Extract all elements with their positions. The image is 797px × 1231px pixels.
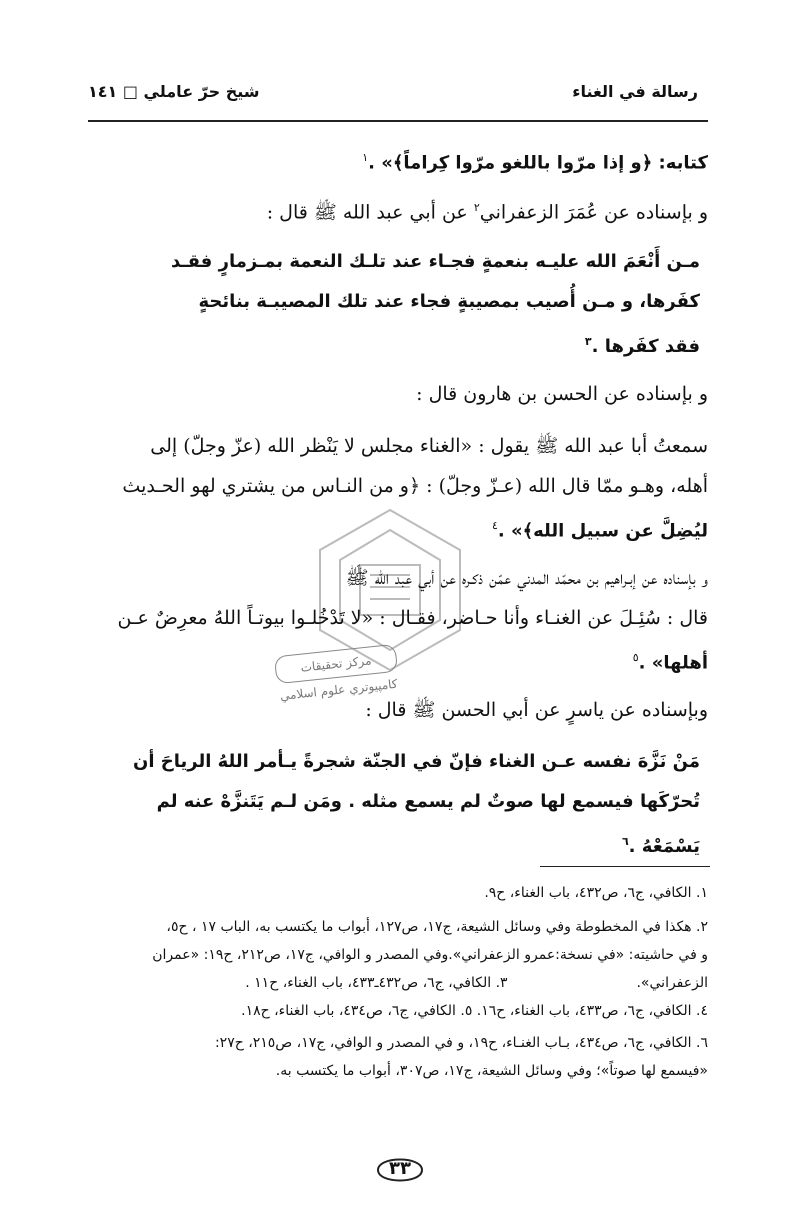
text-line: ليُضِلَّ عن سبيل الله﴾» .$^٤$ [491, 519, 708, 542]
watermark-band: مركز تحقيقات كامپيوتري علوم اسلامي [274, 644, 398, 685]
footnote: و في حاشيته: «في نسخة:عمرو الزعفراني».وفي المصدر و الوافي، ج١٧، ص٢١٢، ح١٩: «عمران [152, 947, 708, 963]
text-line: قال : سُئِـلَ عن الغنـاء وأنا حـاضر، فقـال : «لا تَدْخُلـوا بيوتـاً اللهُ معرِضٌ عـن [117, 607, 708, 629]
running-header [88, 82, 698, 106]
text-line: و بإسناده عن الحسن بن هارون قال : [416, 383, 708, 405]
footnote: ٢. هكذا في المخطوطة وفي وسائل الشيعة، ج١٧، ص١٢٧، أبواب ما يكتسب به، الباب ١٧ ، ح٥، [166, 919, 708, 935]
text-line: سمعتُ أبا عبد الله ﷺ يقول : «الغناء مجلس لا يَنْظر الله (عزّ وجلّ) إلى [150, 435, 708, 457]
footnote-marker: ٦ [621, 835, 629, 848]
quote-line: تُحرّكَها فيسمع لها صوتٌ لم يسمع مثله . ومَن لـم يَتَنزَّهْ عنه لم [156, 791, 700, 812]
page-number: ٣٣ [389, 1158, 411, 1179]
text-line: أهله، وهـو ممّا قال الله (عـزّ وجلّ) : ﴿و من النـاس من يشتري لهو الحـديث [122, 475, 708, 497]
footnote-marker: ٢ [473, 201, 480, 214]
footnote: الزعفراني». ٣. الكافي، ج٦، ص٤٣٢ـ٤٣٣، باب الغناء، ح١١ . [245, 975, 708, 991]
quote-line: مَنْ نَزَّهَ نفسه عـن الغناء فإنّ في الجنّة شجرةً يـأمر اللهُ الرياحَ أن [132, 751, 700, 772]
text-line: كتابه: ﴿و إذا مرّوا باللغو مرّوا كِراماً﴾» .$^١$ [362, 151, 708, 174]
quote-line: كفَرها، و مـن أُصيب بمصيبةٍ فجاء عند تلك المصيبـة بنائحةٍ [198, 291, 700, 312]
text-line: وبإسناده عن ياسرٍ عن أبي الحسن ﷺ قال : [365, 699, 708, 721]
footnote-marker: ٥ [632, 651, 639, 664]
quote-line: مـن أَنْعَمَ الله عليـه بنعمةٍ فجـاء عند تلـك النعمة بمـزمارٍ فقـد [171, 251, 700, 272]
footnote: ٦. الكافي، ج٦، ص٤٣٤، بـاب الغنـاء، ح١٩، و في المصدر و الوافي، ج١٧، ص٢١٥، ح٢٧: [214, 1035, 708, 1051]
text-line: أهلها» .$^٥$ [632, 651, 708, 674]
footnote-marker: ٣ [584, 335, 592, 348]
footnote-marker: ٤ [491, 519, 498, 532]
quote-line: يَسْمَعْهُ .$^٦$ [621, 835, 700, 857]
text-line: و بإسناده عن إبـراهيم بن محمّد المدني عمّن ذكـره عن أبي عبد الله ﷺ [345, 567, 708, 589]
quote-line: فقد كفَرها .$^٣$ [584, 335, 700, 357]
text-line: و بإسناده عن عُمَرَ الزعفراني$^٢$ عن أبي عبد الله ﷺ قال : [266, 201, 708, 224]
header-rule [88, 120, 708, 122]
footnote-marker: ١ [362, 151, 369, 164]
footnote: «فيسمع لها صوتاً»؛ وفي وسائل الشيعة، ج١٧، ص٣٠٧، أبواب ما يكتسب به. [275, 1063, 708, 1079]
footnote-rule [540, 866, 710, 867]
footnote: ٤. الكافي، ج٦، ص٤٣٣، باب الغناء، ح١٦. ٥. الكافي، ج٦، ص٤٣٤، باب الغناء، ح١٨. [241, 1003, 708, 1019]
author-page-ref: شيخ حرّ عاملي □ ١٤١ [88, 82, 260, 101]
footnote: ١. الكافي، ج٦، ص٤٣٢، باب الغناء، ح٩. [484, 885, 708, 901]
book-title: رسالة في الغناء [572, 82, 698, 101]
